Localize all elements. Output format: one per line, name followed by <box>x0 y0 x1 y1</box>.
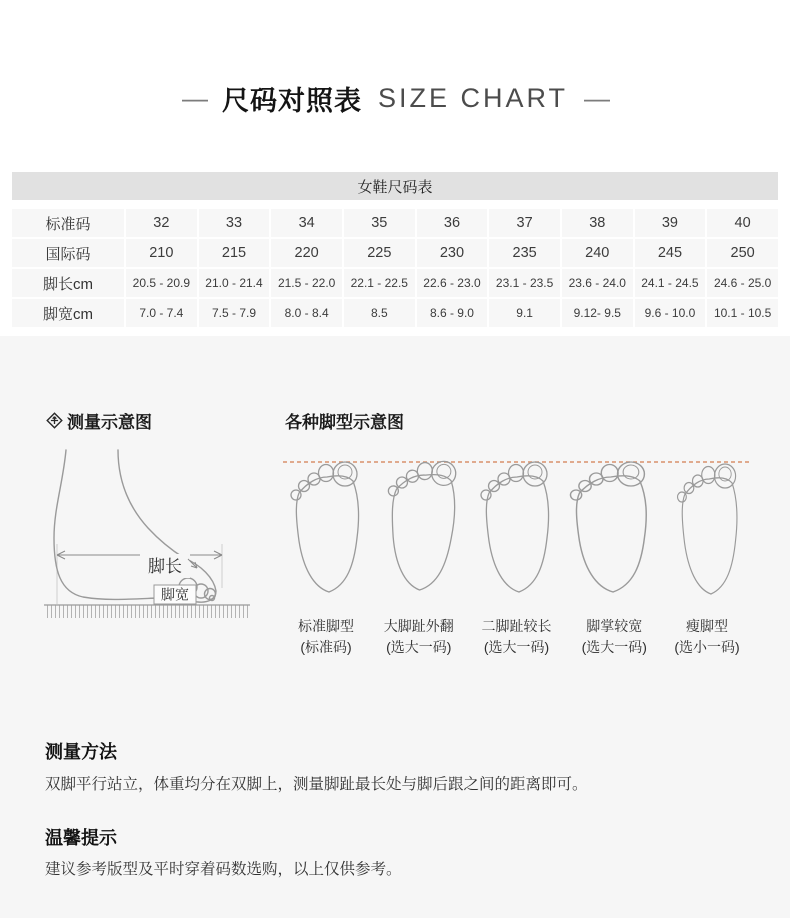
foot-type-label <box>283 616 369 658</box>
cell: 23.1 - 23.5 <box>489 269 560 297</box>
row-label: 标准码 <box>12 209 124 237</box>
foot-long-second-toe <box>481 462 549 592</box>
cell: 22.6 - 23.0 <box>417 269 488 297</box>
row-label: 脚长cm <box>12 269 124 297</box>
foot-type-label <box>469 616 565 658</box>
foot-type-label <box>664 616 750 658</box>
title-dash-right: — <box>584 82 609 113</box>
foot-type-label <box>371 616 467 658</box>
cell: 34 <box>271 209 342 237</box>
cell: 38 <box>562 209 633 237</box>
cell: 40 <box>707 209 778 237</box>
cell: 21.5 - 22.0 <box>271 269 342 297</box>
ruler <box>44 605 250 618</box>
method-heading: 测量方法 <box>45 742 117 762</box>
cell: 220 <box>271 239 342 267</box>
page-title <box>0 78 790 118</box>
cell: 9.1 <box>489 299 560 327</box>
measure-diagram-heading <box>46 408 152 433</box>
foot-type-advice: (选大一码) <box>483 639 550 655</box>
cell: 8.6 - 9.0 <box>417 299 488 327</box>
cell: 35 <box>344 209 415 237</box>
foot-type-advice: (选大一码) <box>386 639 452 655</box>
foot-length-label: 脚长 <box>148 557 182 576</box>
cell: 250 <box>707 239 778 267</box>
foot-type-name: 大脚趾外翻 <box>383 618 454 634</box>
table-row-standard-size <box>12 209 778 237</box>
foot-type-labels <box>283 616 750 658</box>
cell: 225 <box>344 239 415 267</box>
foot-bunion <box>382 458 459 592</box>
row-label: 脚宽cm <box>12 299 124 327</box>
cell: 7.5 - 7.9 <box>199 299 270 327</box>
foot-type-name: 二脚趾较长 <box>481 618 552 634</box>
title-dash-left: — <box>181 82 206 113</box>
cell: 24.1 - 24.5 <box>635 269 706 297</box>
foot-type-advice: (选小一码) <box>674 639 740 655</box>
method-text: 双脚平行站立，体重均分在双脚上，测量脚趾最长处与脚后跟之间的距离即可。 <box>45 776 588 793</box>
table-row-foot-length <box>12 269 778 297</box>
cell: 39 <box>635 209 706 237</box>
cell: 32 <box>126 209 197 237</box>
foot-type-label <box>566 616 662 658</box>
foot-types-heading <box>285 408 404 433</box>
cell: 230 <box>417 239 488 267</box>
cell: 24.6 - 25.0 <box>707 269 778 297</box>
cell: 20.5 - 20.9 <box>126 269 197 297</box>
foot-measure-diagram <box>38 448 260 624</box>
cell: 245 <box>635 239 706 267</box>
cell: 210 <box>126 239 197 267</box>
foot-wide <box>570 462 646 592</box>
cell: 8.0 - 8.4 <box>271 299 342 327</box>
table-row-intl-size <box>12 239 778 267</box>
cell: 9.12- 9.5 <box>562 299 633 327</box>
foot-slim <box>678 464 738 594</box>
cell: 235 <box>489 239 560 267</box>
row-label: 国际码 <box>12 239 124 267</box>
cell: 21.0 - 21.4 <box>199 269 270 297</box>
foot-width-label: 脚宽 <box>161 586 189 603</box>
tips-heading: 温馨提示 <box>45 828 117 848</box>
cell: 215 <box>199 239 270 267</box>
title-en: SIZE CHART <box>377 82 569 113</box>
cell: 33 <box>199 209 270 237</box>
cell: 23.6 - 24.0 <box>562 269 633 297</box>
cell: 22.1 - 22.5 <box>344 269 415 297</box>
foot-type-name: 瘦脚型 <box>686 618 728 634</box>
title-zh: 尺码对照表 <box>221 85 362 116</box>
cell: 240 <box>562 239 633 267</box>
measure-diagram-heading-label: 测量示意图 <box>67 413 152 432</box>
table-row-foot-width <box>12 299 778 327</box>
size-table-caption: 女鞋尺码表 <box>12 172 778 200</box>
bottom-strip <box>0 918 790 922</box>
cell: 7.0 - 7.4 <box>126 299 197 327</box>
cell: 10.1 - 10.5 <box>707 299 778 327</box>
info-section <box>0 336 790 918</box>
diamond-plus-icon <box>46 412 63 429</box>
cell: 8.5 <box>344 299 415 327</box>
foot-type-advice: (标准码) <box>300 639 352 655</box>
foot-types-diagram <box>283 452 750 612</box>
size-table <box>10 207 780 329</box>
foot-type-name: 脚掌较宽 <box>586 618 643 634</box>
tips-text: 建议参考版型及平时穿着码数选购，以上仅供参考。 <box>45 861 402 878</box>
cell: 36 <box>417 209 488 237</box>
foot-types-heading-label: 各种脚型示意图 <box>285 413 404 432</box>
foot-type-advice: (选大一码) <box>581 639 647 655</box>
foot-type-name: 标准脚型 <box>298 618 354 634</box>
cell: 9.6 - 10.0 <box>635 299 706 327</box>
cell: 37 <box>489 209 560 237</box>
foot-standard <box>291 462 359 592</box>
